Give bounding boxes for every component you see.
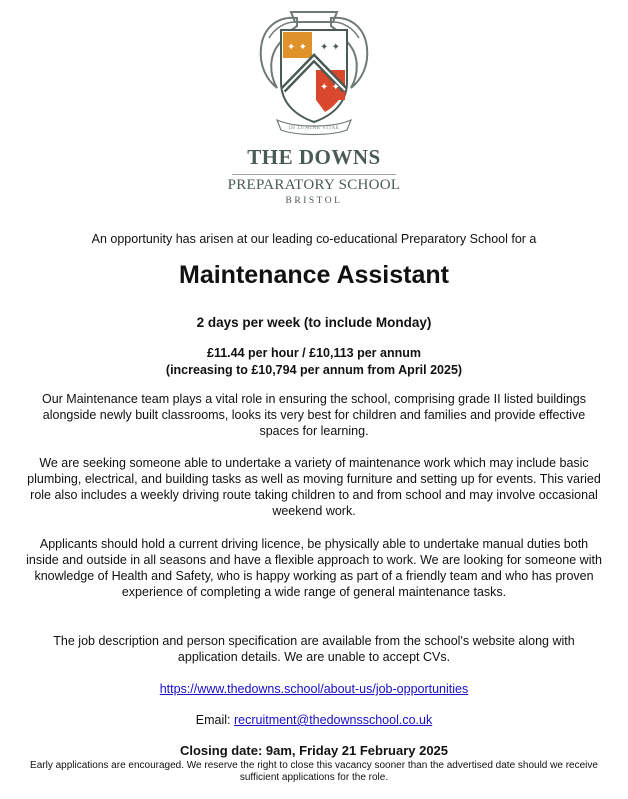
job-title: Maintenance Assistant: [179, 261, 449, 289]
school-name-line3: BRISTOL: [285, 196, 343, 206]
svg-text:✦ ✦: ✦ ✦: [320, 82, 340, 93]
svg-text:✦ ✦: ✦ ✦: [320, 42, 340, 53]
school-name-line2: PREPARATORY SCHOOL: [227, 177, 401, 193]
paragraph-duties: We are seeking someone able to undertake a variety of maintenance work which may include basic plumbing, electrical, and building tasks as well as moving furniture and setting up for events. This varied role also includes a weekly driving route taking children to and from school and may involve occasional weekend work.: [27, 456, 601, 518]
closing-date: Closing date: 9am, Friday 21 February 2025: [179, 743, 449, 758]
paragraph-application: The job description and person specification are available from the school's website along with application details. We are unable to accept CVs.: [53, 634, 575, 664]
pay-line-2: (increasing to £10,794 per annum from April 2025): [165, 363, 463, 377]
website-link[interactable]: https://www.thedowns.school/about-us/job-opportunities: [159, 682, 469, 696]
email-label: Email:: [195, 713, 231, 727]
pay-line-1: £11.44 per hour / £10,113 per annum: [207, 346, 421, 360]
website-link-line: [0, 682, 628, 696]
paragraph-requirements: Applicants should hold a current driving licence, be physically able to undertake manual duties both inside and outside in all seasons and have a flexible approach to work. We are looking for someone with knowledge of Health and Safety, who is happy working as part of a friendly team and who has proven experience of completing a wide range of general maintenance tasks.: [26, 537, 602, 599]
school-name-line1: THE DOWNS: [247, 145, 381, 169]
hours-text: 2 days per week (to include Monday): [196, 315, 432, 330]
pay-block: [0, 345, 628, 379]
school-crest-logo: [255, 8, 373, 136]
school-name-divider: [232, 174, 396, 175]
svg-text:✦ ✦: ✦ ✦: [287, 42, 307, 53]
email-link[interactable]: recruitment@thedownsschool.co.uk: [234, 713, 433, 727]
paragraph-role: Our Maintenance team plays a vital role in ensuring the school, comprising grade II listed buildings alongside newly built classrooms, looks its very best for children and families and provide effective spaces for learning.: [41, 392, 587, 438]
early-applications-note: Early applications are encouraged. We reserve the right to close this vacancy sooner than the advertised date should we receive sufficient applications for the role.: [30, 760, 598, 783]
crest-motto: IN LUMINE VITAE: [288, 126, 340, 131]
email-line: [0, 713, 628, 727]
intro-text: An opportunity has arisen at our leading co-educational Preparatory School for a: [91, 232, 537, 246]
